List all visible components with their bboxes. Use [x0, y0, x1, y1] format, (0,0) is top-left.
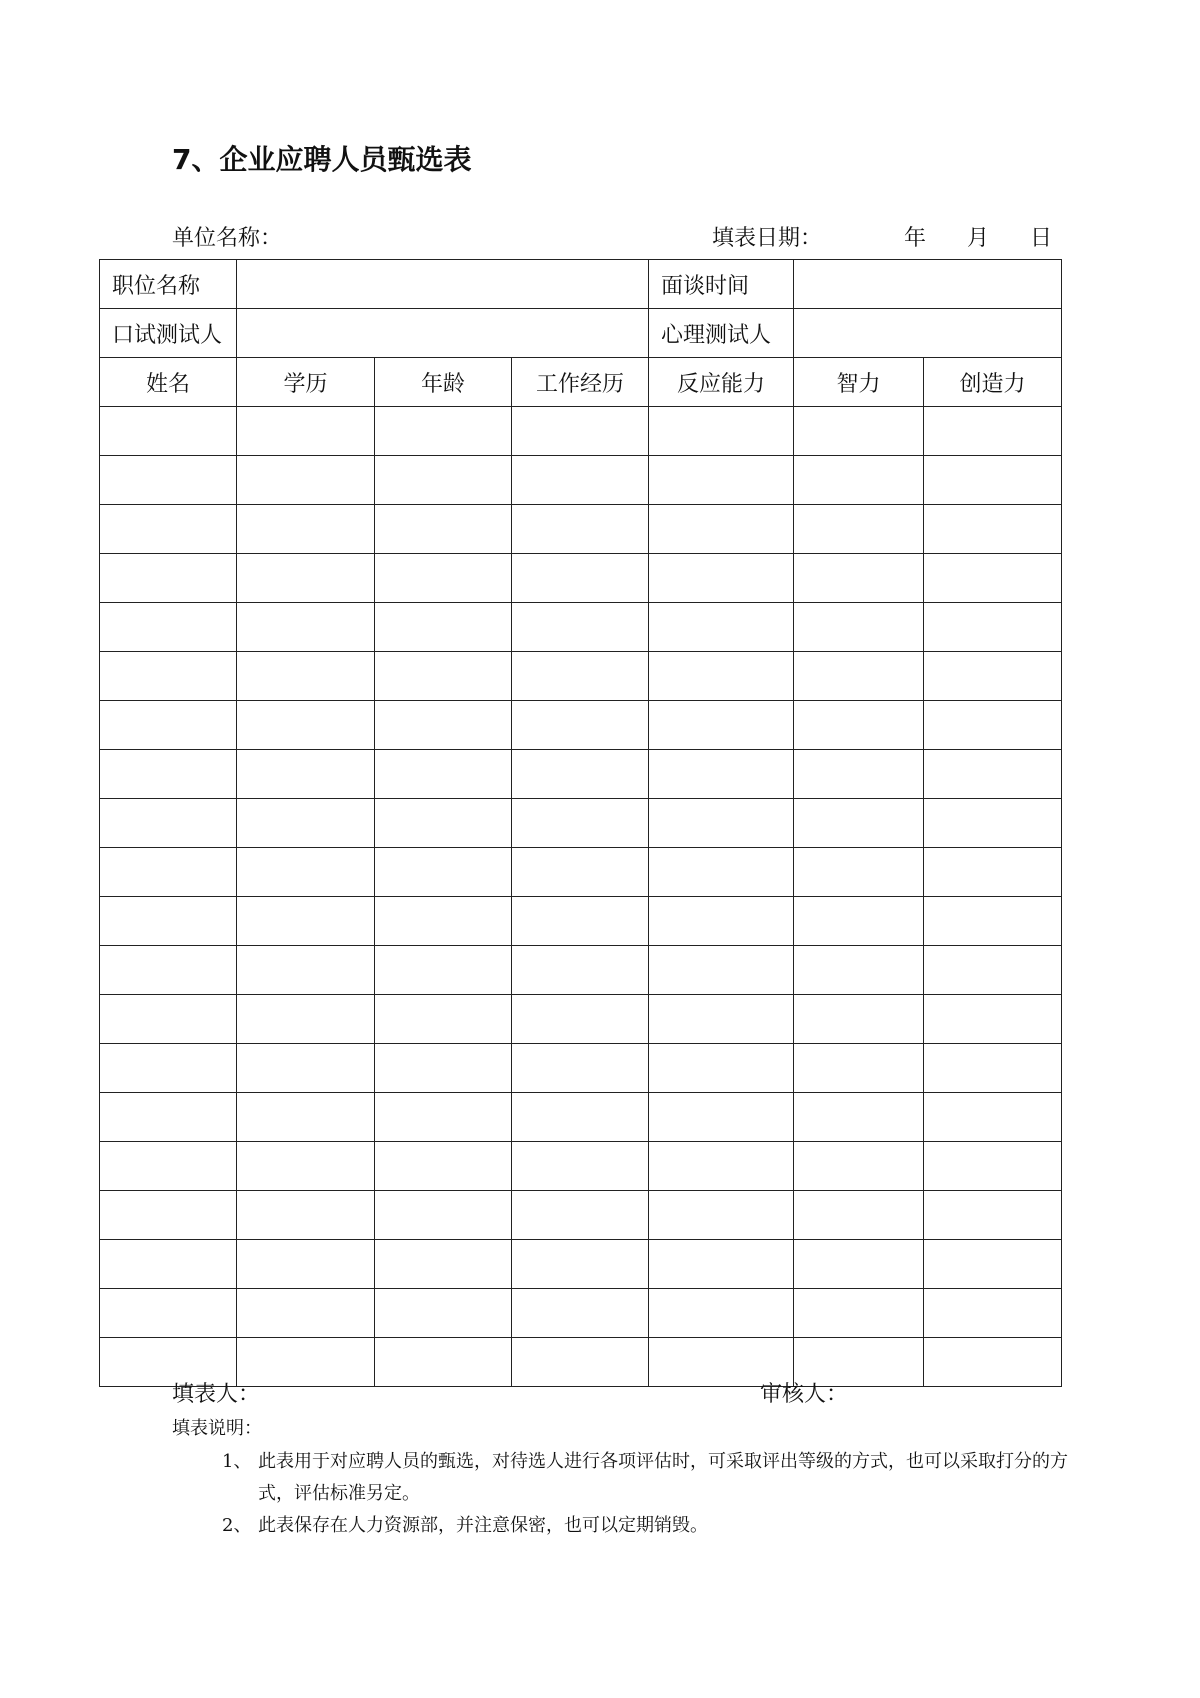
table-row [100, 554, 1062, 603]
table-cell[interactable] [375, 652, 512, 701]
table-cell[interactable] [100, 652, 237, 701]
table-cell[interactable] [924, 946, 1062, 995]
table-cell[interactable] [237, 554, 375, 603]
table-cell[interactable] [649, 407, 794, 456]
col-header-reaction-ability: 反应能力 [649, 358, 794, 407]
table-cell[interactable] [924, 1289, 1062, 1338]
table-cell[interactable] [100, 1044, 237, 1093]
table-cell[interactable] [649, 652, 794, 701]
note-number: 1、 [222, 1451, 252, 1472]
table-cell[interactable] [100, 407, 237, 456]
table-cell[interactable] [794, 799, 924, 848]
table-row [100, 799, 1062, 848]
table-cell[interactable] [100, 946, 237, 995]
table-cell[interactable] [924, 652, 1062, 701]
note-item [222, 1510, 1070, 1542]
table-cell[interactable] [794, 554, 924, 603]
table-cell[interactable] [794, 652, 924, 701]
table-cell[interactable] [375, 897, 512, 946]
oral-tester-field[interactable] [237, 309, 649, 358]
date-parts [904, 224, 1052, 254]
table-cell[interactable] [100, 1142, 237, 1191]
table-cell[interactable] [237, 603, 375, 652]
table-cell[interactable] [100, 1191, 237, 1240]
fill-date-label: 填表日期： [712, 226, 823, 251]
note-text: 此表保存在人力资源部，并注意保密，也可以定期销毁。 [258, 1515, 708, 1536]
table-cell[interactable] [375, 1289, 512, 1338]
table-cell[interactable] [924, 554, 1062, 603]
psych-tester-field[interactable] [794, 309, 1062, 358]
interview-time-field[interactable] [794, 260, 1062, 309]
table-row [100, 603, 1062, 652]
note-item [222, 1446, 1070, 1504]
table-cell[interactable] [794, 1093, 924, 1142]
table-cell[interactable] [375, 407, 512, 456]
table-cell[interactable] [237, 750, 375, 799]
table-cell[interactable] [794, 848, 924, 897]
table-cell[interactable] [375, 799, 512, 848]
table-cell[interactable] [794, 995, 924, 1044]
table-cell[interactable] [794, 1240, 924, 1289]
table-cell[interactable] [924, 799, 1062, 848]
table-cell[interactable] [512, 407, 649, 456]
table-cell[interactable] [512, 1191, 649, 1240]
table-cell[interactable] [512, 1142, 649, 1191]
table-cell[interactable] [649, 1093, 794, 1142]
table-cell[interactable] [375, 1240, 512, 1289]
info-row-2 [100, 309, 1062, 358]
table-cell[interactable] [794, 946, 924, 995]
table-cell[interactable] [924, 456, 1062, 505]
table-cell[interactable] [649, 897, 794, 946]
table-cell[interactable] [100, 505, 237, 554]
table-cell[interactable] [375, 848, 512, 897]
note-number: 2、 [222, 1515, 252, 1536]
table-cell[interactable] [512, 701, 649, 750]
table-cell[interactable] [512, 1289, 649, 1338]
table-cell[interactable] [100, 799, 237, 848]
table-row [100, 1191, 1062, 1240]
col-header-name: 姓名 [100, 358, 237, 407]
table-cell[interactable] [794, 603, 924, 652]
table-row [100, 701, 1062, 750]
table-cell[interactable] [375, 554, 512, 603]
table-cell[interactable] [237, 1289, 375, 1338]
unit-name-label: 单位名称： [172, 226, 283, 251]
table-cell[interactable] [649, 799, 794, 848]
table-row [100, 456, 1062, 505]
table-cell[interactable] [924, 407, 1062, 456]
table-cell[interactable] [649, 1240, 794, 1289]
table-cell[interactable] [512, 897, 649, 946]
table-cell[interactable] [375, 1338, 512, 1387]
table-row [100, 1142, 1062, 1191]
table-cell[interactable] [237, 1044, 375, 1093]
table-cell[interactable] [512, 554, 649, 603]
table-cell[interactable] [237, 407, 375, 456]
table-cell[interactable] [100, 1093, 237, 1142]
table-cell[interactable] [649, 456, 794, 505]
table-cell[interactable] [100, 897, 237, 946]
info-row-1 [100, 260, 1062, 309]
table-cell[interactable] [924, 1142, 1062, 1191]
table-row [100, 995, 1062, 1044]
table-cell[interactable] [512, 1240, 649, 1289]
table-cell[interactable] [794, 456, 924, 505]
reviewer-label: 审核人： [760, 1382, 849, 1407]
table-cell[interactable] [237, 1191, 375, 1240]
table-cell[interactable] [375, 995, 512, 1044]
col-header-intelligence: 智力 [794, 358, 924, 407]
table-cell[interactable] [649, 750, 794, 799]
table-cell[interactable] [375, 1191, 512, 1240]
table-cell[interactable] [375, 1044, 512, 1093]
year-label: 年 [904, 226, 927, 251]
day-label: 日 [1029, 226, 1052, 251]
table-cell[interactable] [649, 554, 794, 603]
table-cell[interactable] [512, 1338, 649, 1387]
table-cell[interactable] [924, 750, 1062, 799]
position-name-field[interactable] [237, 260, 649, 309]
table-cell[interactable] [512, 652, 649, 701]
table-row [100, 1093, 1062, 1142]
table-cell[interactable] [512, 750, 649, 799]
table-row [100, 750, 1062, 799]
table-cell[interactable] [100, 701, 237, 750]
table-cell[interactable] [924, 1240, 1062, 1289]
table-cell[interactable] [649, 505, 794, 554]
table-cell[interactable] [237, 1093, 375, 1142]
table-cell[interactable] [375, 505, 512, 554]
table-cell[interactable] [237, 701, 375, 750]
table-cell[interactable] [512, 946, 649, 995]
table-cell[interactable] [237, 505, 375, 554]
table-cell[interactable] [924, 1044, 1062, 1093]
table-cell[interactable] [794, 407, 924, 456]
table-cell[interactable] [649, 1191, 794, 1240]
table-cell[interactable] [794, 1191, 924, 1240]
table-cell[interactable] [512, 1093, 649, 1142]
table-cell[interactable] [375, 701, 512, 750]
table-row [100, 897, 1062, 946]
table-cell[interactable] [924, 995, 1062, 1044]
table-cell[interactable] [794, 1142, 924, 1191]
table-cell[interactable] [237, 946, 375, 995]
table-cell[interactable] [100, 456, 237, 505]
table-cell[interactable] [237, 1142, 375, 1191]
psych-tester-label: 心理测试人 [649, 309, 794, 358]
table-row [100, 1289, 1062, 1338]
table-row [100, 848, 1062, 897]
table-cell[interactable] [649, 1142, 794, 1191]
col-header-work-experience: 工作经历 [512, 358, 649, 407]
column-header-row [100, 358, 1062, 407]
table-cell[interactable] [512, 848, 649, 897]
table-cell[interactable] [375, 946, 512, 995]
col-header-age: 年龄 [375, 358, 512, 407]
interview-time-label: 面谈时间 [649, 260, 794, 309]
table-cell[interactable] [237, 848, 375, 897]
col-header-education: 学历 [237, 358, 375, 407]
page-title: 7、企业应聘人员甄选表 [172, 143, 472, 176]
table-cell[interactable] [512, 799, 649, 848]
table-row [100, 505, 1062, 554]
selection-form-table [99, 259, 1062, 1387]
notes-title: 填表说明： [172, 1418, 262, 1439]
table-cell[interactable] [794, 505, 924, 554]
filler-label: 填表人： [172, 1382, 261, 1407]
table-cell[interactable] [375, 456, 512, 505]
table-cell[interactable] [100, 554, 237, 603]
table-cell[interactable] [237, 652, 375, 701]
table-cell[interactable] [375, 1093, 512, 1142]
table-row [100, 946, 1062, 995]
table-cell[interactable] [237, 995, 375, 1044]
table-cell[interactable] [649, 1044, 794, 1093]
table-row [100, 1044, 1062, 1093]
table-cell[interactable] [794, 701, 924, 750]
table-cell[interactable] [237, 456, 375, 505]
table-cell[interactable] [794, 1044, 924, 1093]
position-name-label: 职位名称 [100, 260, 237, 309]
table-cell[interactable] [100, 750, 237, 799]
table-cell[interactable] [512, 1044, 649, 1093]
table-cell[interactable] [924, 848, 1062, 897]
note-text: 此表用于对应聘人员的甄选，对待选人进行各项评估时，可采取评出等级的方式，也可以采取打分的方式，评估标准另定。 [258, 1451, 1068, 1504]
table-row [100, 652, 1062, 701]
table-cell[interactable] [237, 1240, 375, 1289]
table-row [100, 1240, 1062, 1289]
table-cell[interactable] [237, 799, 375, 848]
table-cell[interactable] [924, 701, 1062, 750]
table-cell[interactable] [375, 603, 512, 652]
table-cell[interactable] [100, 1289, 237, 1338]
table-cell[interactable] [924, 897, 1062, 946]
table-cell[interactable] [649, 701, 794, 750]
table-cell[interactable] [375, 750, 512, 799]
table-cell[interactable] [924, 1338, 1062, 1387]
col-header-creativity: 创造力 [924, 358, 1062, 407]
table-cell[interactable] [924, 505, 1062, 554]
table-cell[interactable] [649, 603, 794, 652]
table-cell[interactable] [100, 848, 237, 897]
table-cell[interactable] [649, 1289, 794, 1338]
table-cell[interactable] [100, 995, 237, 1044]
table-cell[interactable] [649, 995, 794, 1044]
table-cell[interactable] [794, 897, 924, 946]
table-cell[interactable] [237, 897, 375, 946]
table-cell[interactable] [649, 946, 794, 995]
table-cell[interactable] [924, 1093, 1062, 1142]
oral-tester-label: 口试测试人 [100, 309, 237, 358]
table-cell[interactable] [512, 456, 649, 505]
table-cell[interactable] [924, 603, 1062, 652]
table-cell[interactable] [100, 603, 237, 652]
month-label: 月 [966, 226, 989, 251]
table-cell[interactable] [512, 995, 649, 1044]
table-cell[interactable] [100, 1240, 237, 1289]
table-cell[interactable] [649, 848, 794, 897]
table-cell[interactable] [512, 603, 649, 652]
table-cell[interactable] [794, 1289, 924, 1338]
table-cell[interactable] [512, 505, 649, 554]
table-row [100, 407, 1062, 456]
table-cell[interactable] [794, 750, 924, 799]
table-cell[interactable] [924, 1191, 1062, 1240]
table-cell[interactable] [375, 1142, 512, 1191]
